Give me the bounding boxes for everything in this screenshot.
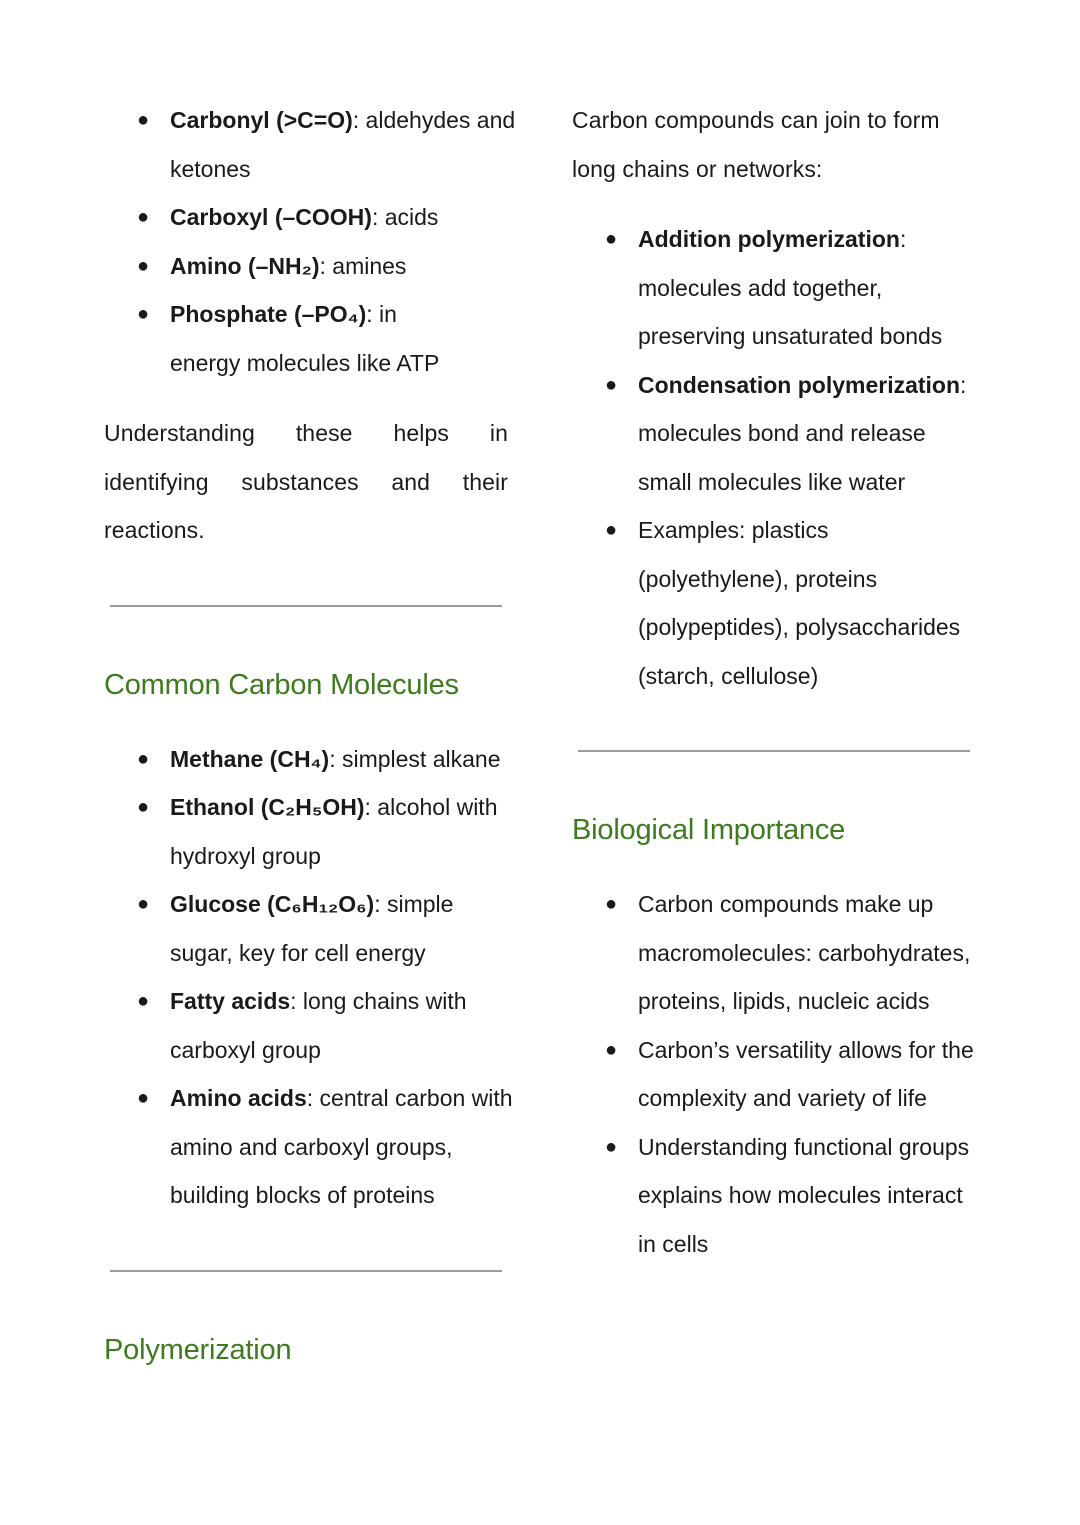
bullet-icon: ● [605, 1135, 618, 1158]
bullet-icon: ● [605, 1038, 618, 1061]
polymerization-intro: Carbon compounds can join to form long chains or networks: [572, 107, 940, 182]
polymerization-list [572, 215, 976, 700]
bullet-icon: ● [605, 519, 618, 541]
section-divider [110, 605, 502, 607]
term: Amino (–NH₂) [170, 252, 320, 279]
term: Glucose (C₆H₁₂O₆) [170, 891, 375, 917]
description: : alcohol with hydroxyl group [170, 794, 498, 869]
list-item [104, 193, 524, 242]
list-item [104, 735, 514, 784]
bullet-icon: ● [137, 303, 150, 325]
description: : molecules add together, preserving unsaturated bonds [638, 226, 943, 349]
term: Ethanol (C₂H₅OH) [170, 794, 365, 820]
description: Carbon compounds make up macromolecules: carbohydrates, proteins, lipids, nucleic acids [638, 891, 971, 1014]
list-item [104, 880, 514, 977]
list-item [572, 361, 976, 507]
description: Carbon’s versatility allows for the complexity and variety of life [638, 1036, 974, 1111]
section-title-polymerization: Polymerization [104, 1333, 292, 1366]
summary-paragraph: Understanding these helps in identifying substances and their reactions. [104, 420, 508, 543]
section-divider [110, 1270, 502, 1272]
bullet-icon: ● [137, 796, 150, 818]
biological-importance-list [572, 880, 976, 1268]
bullet-icon: ● [137, 893, 150, 915]
description: : simplest alkane [329, 745, 501, 772]
bullet-icon: ● [137, 254, 150, 277]
description: : amines [319, 252, 407, 279]
list-item [104, 1074, 514, 1220]
functional-groups-list [104, 96, 524, 387]
list-item [572, 506, 976, 700]
description: : long chains with carboxyl group [170, 988, 467, 1063]
description: Understanding functional groups explains how molecules interact in cells [638, 1133, 970, 1257]
term: Fatty acids [170, 988, 291, 1014]
term: Methane (CH₄) [170, 745, 330, 772]
description: : aldehydes and ketones [170, 107, 516, 182]
description: : central carbon with amino and carboxyl groups, building blocks of proteins [170, 1085, 513, 1208]
left-column [104, 96, 516, 1370]
section-divider [578, 750, 970, 752]
term: Amino acids [170, 1085, 307, 1111]
bullet-icon: ● [137, 747, 150, 770]
description: Examples: plastics (polyethylene), proteins (polypeptides), polysaccharides (starch, cellulose) [638, 517, 961, 689]
term: Addition polymerization [638, 226, 900, 252]
description: : in energy molecules like ATP [170, 301, 440, 376]
description: : simple sugar, key for cell energy [170, 891, 454, 966]
list-item [104, 242, 524, 291]
description: : molecules bond and release small molecules like water [638, 371, 967, 495]
list-item [104, 290, 470, 387]
bullet-icon: ● [137, 990, 150, 1012]
bullet-icon: ● [605, 373, 618, 396]
term: Carbonyl (>C=O) [170, 107, 353, 133]
term: Carboxyl (–COOH) [170, 204, 372, 230]
section-title-common-carbon-molecules: Common Carbon Molecules [104, 668, 459, 701]
section-title-biological-importance: Biological Importance [572, 814, 846, 846]
right-column [572, 96, 976, 1268]
list-item [104, 783, 514, 880]
list-item [572, 880, 976, 1026]
list-item [104, 96, 524, 193]
description: : acids [371, 204, 439, 230]
bullet-icon: ● [605, 228, 618, 250]
common-molecules-list [104, 735, 514, 1220]
bullet-icon: ● [137, 206, 150, 228]
bullet-icon: ● [137, 109, 150, 131]
term: Condensation polymerization [638, 371, 961, 398]
list-item [104, 977, 514, 1074]
term: Phosphate (–PO₄) [170, 301, 367, 327]
bullet-icon: ● [605, 893, 618, 915]
list-item [572, 1026, 976, 1123]
list-item [572, 1123, 976, 1269]
list-item [572, 215, 976, 361]
bullet-icon: ● [137, 1087, 150, 1109]
